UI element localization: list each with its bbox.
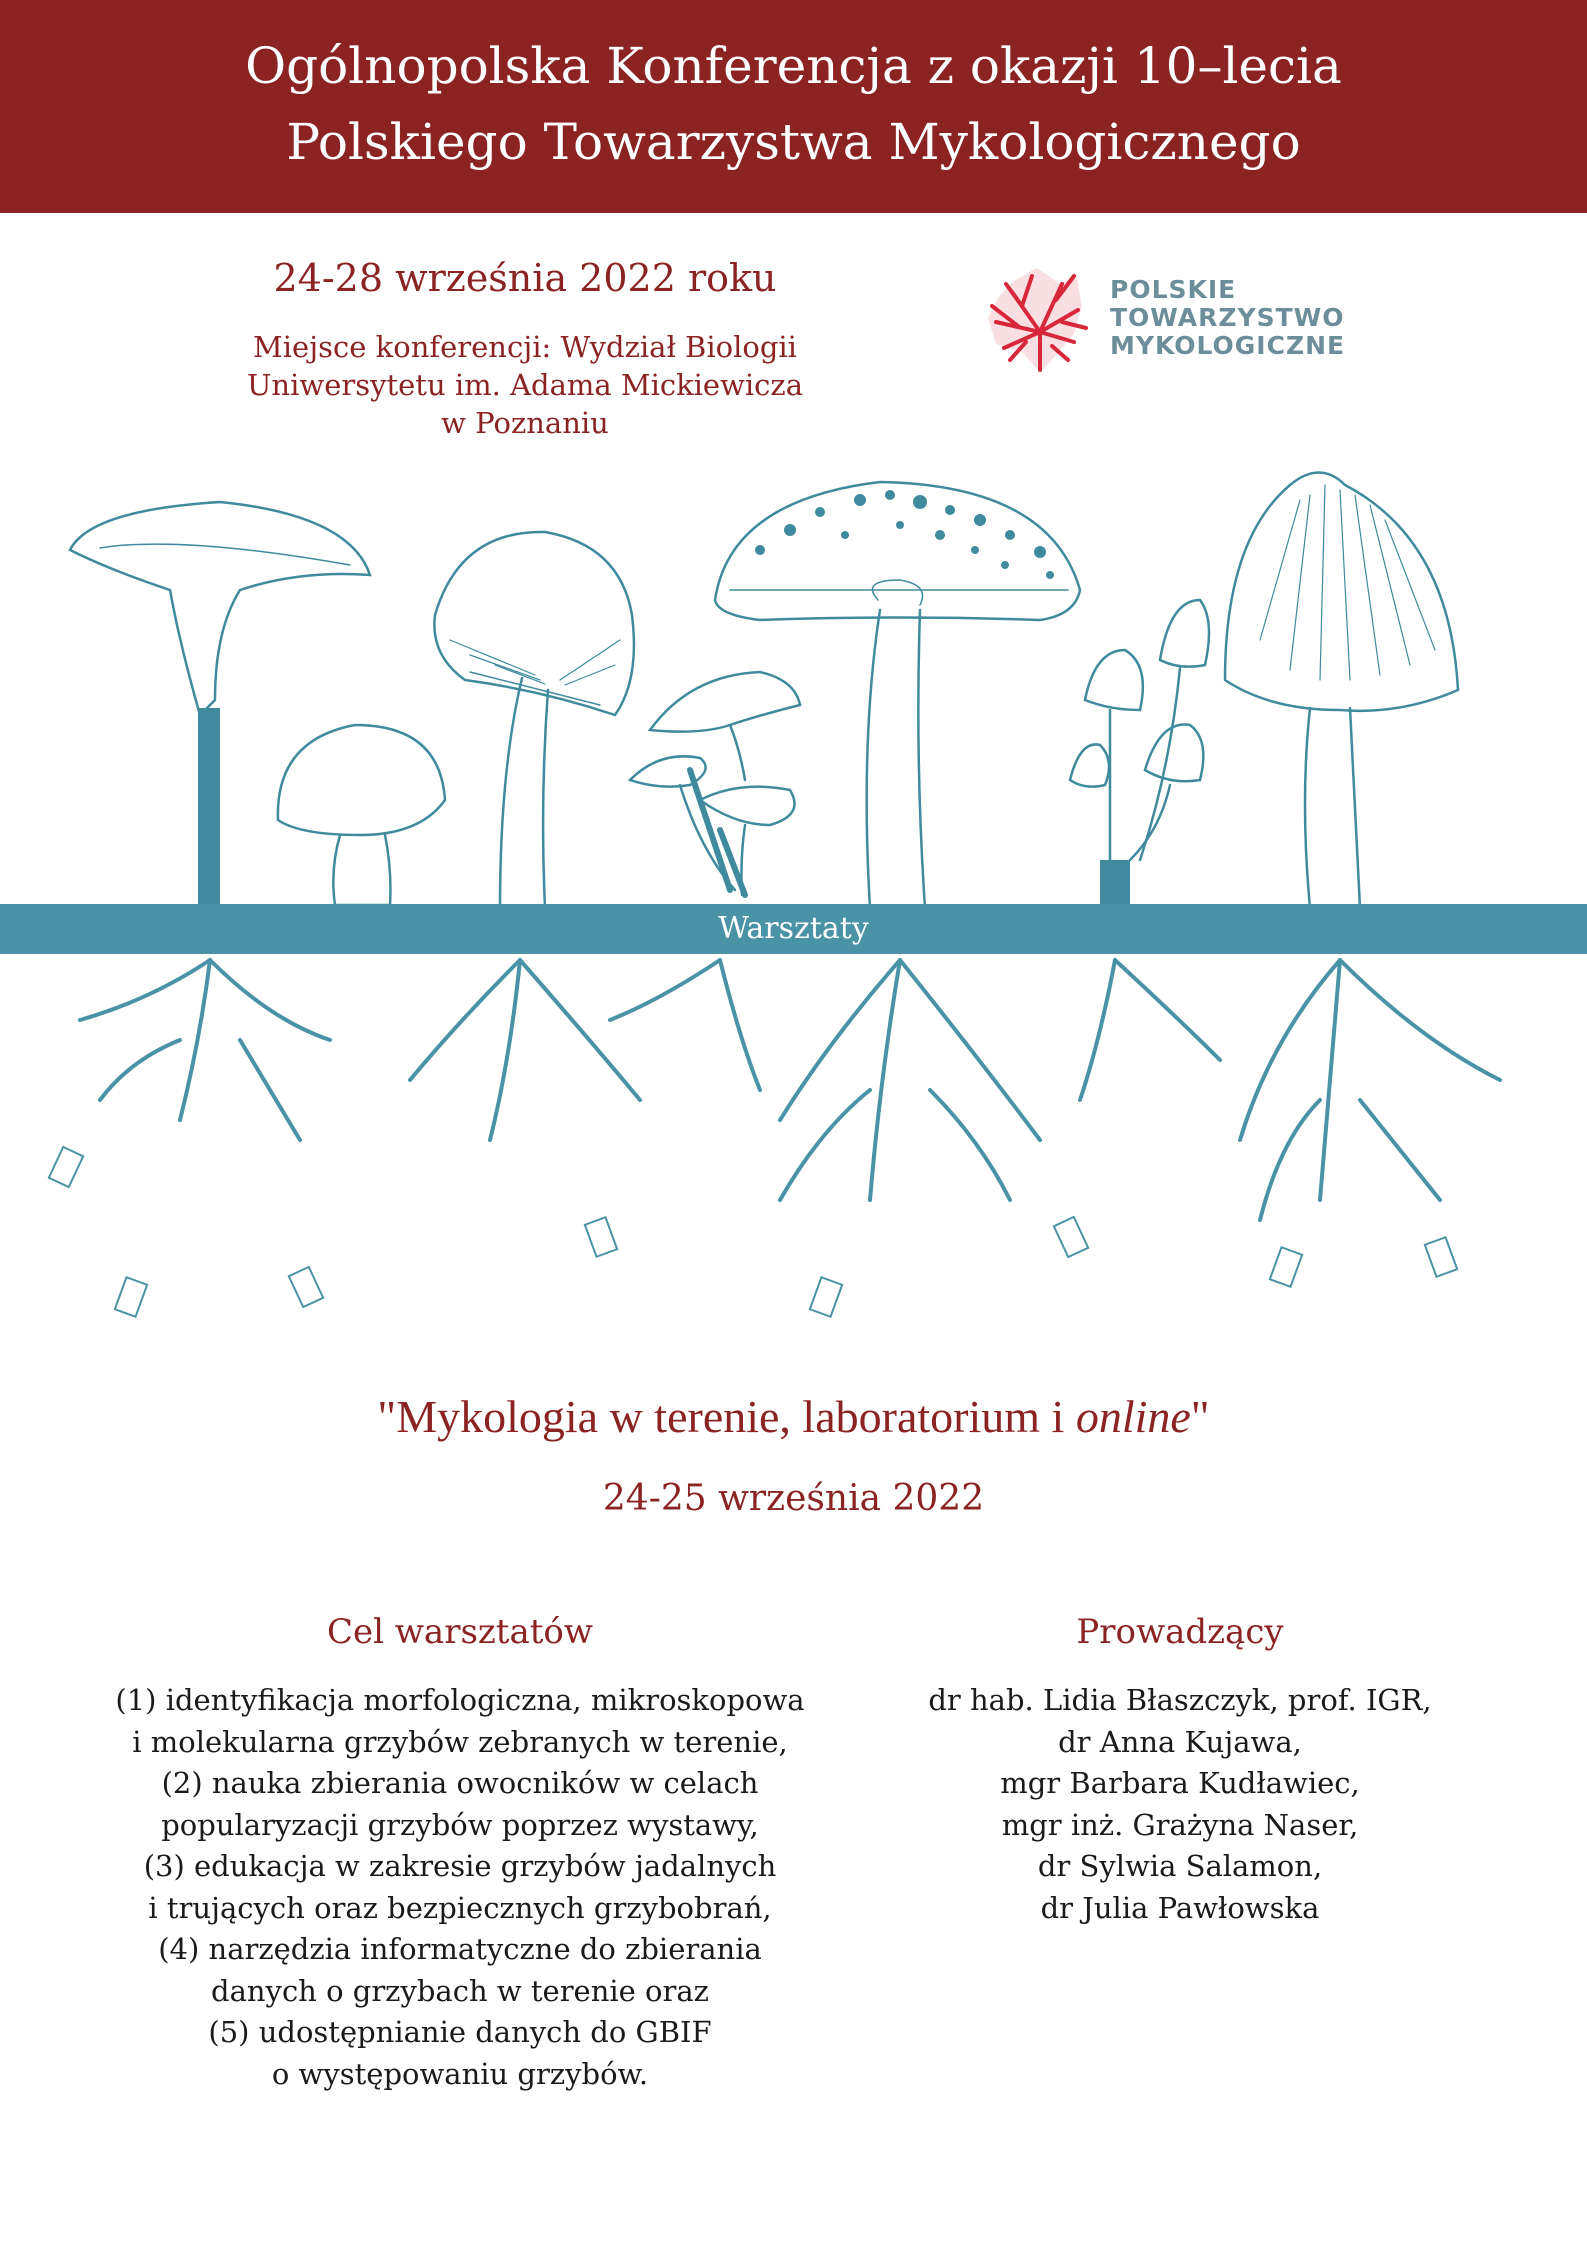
bolete-mushroom-icon	[278, 725, 445, 905]
logo-line: TOWARZYSTWO	[1110, 303, 1345, 332]
logo-line: MYKOLOGICZNE	[1110, 331, 1346, 360]
workshop-title	[0, 1390, 1587, 1443]
title-main: Mykologia w terenie, laboratorium i	[396, 1391, 1076, 1442]
header-band	[0, 0, 1587, 213]
workshop-dates: 24-25 września 2022	[602, 1478, 985, 1519]
usb-plug-icon	[49, 1147, 1457, 1317]
mushroom-cluster-icon	[630, 672, 800, 895]
venue-line: Miejsce konferencji: Wydział Biologii	[253, 330, 797, 364]
goal-line: (4) narzędzia informatyczne do zbierania	[158, 1932, 762, 1966]
leader-line: dr hab. Lidia Błaszczyk, prof. IGR,	[928, 1683, 1432, 1717]
red-mycelium-leaf-icon	[988, 268, 1086, 372]
goals-list	[80, 1680, 840, 2095]
leader-line: mgr inż. Grażyna Naser,	[1001, 1807, 1359, 1842]
title-quote-open: "	[377, 1391, 397, 1442]
mycelium-roots-icon	[80, 960, 1500, 1220]
venue-line: w Poznaniu	[441, 406, 609, 440]
goal-line: (5) udostępnianie danych do GBIF	[208, 2015, 712, 2049]
workshop-band: Warsztaty	[0, 904, 1587, 954]
leader-line: dr Sylwia Salamon,	[1037, 1849, 1323, 1883]
small-mushroom-group-icon	[1070, 600, 1209, 908]
logo-text	[1110, 276, 1345, 360]
leaders-title: Prowadzący	[1076, 1612, 1284, 1652]
title-italic: online	[1075, 1391, 1191, 1442]
goal-line: (2) nauka zbierania owocników w celach	[161, 1766, 759, 1800]
ink-cap-mushroom-icon	[1225, 473, 1458, 909]
goal-line: danych o grzybach w terenie oraz	[211, 1973, 709, 2008]
venue-line: Uniwersytetu im. Adama Mickiewicza	[246, 368, 803, 402]
goal-line: o występowaniu grzybów.	[271, 2056, 649, 2091]
leader-line: dr Anna Kujawa,	[1058, 1724, 1302, 1759]
conference-venue	[150, 328, 900, 442]
amanita-mushroom-icon	[715, 482, 1080, 908]
header-line-2: Polskiego Towarzystwa Mykologicznego	[286, 113, 1301, 171]
leader-line: dr Julia Pawłowska	[1040, 1890, 1320, 1925]
goals-title: Cel warsztatów	[327, 1612, 593, 1652]
goal-line: i molekularna grzybów zebranych w terenie,	[132, 1724, 788, 1759]
header-line-1: Ogólnopolska Konferencja z okazji 10–lecia	[245, 37, 1342, 95]
funnel-mushroom-icon	[70, 502, 370, 908]
conical-mushroom-icon	[434, 532, 634, 908]
leaders-list	[880, 1680, 1480, 1929]
leader-line: mgr Barbara Kudławiec,	[1000, 1766, 1360, 1800]
logo-line: POLSKIE	[1110, 275, 1237, 304]
goal-line: popularyzacji grzybów poprzez wystawy,	[161, 1807, 759, 1842]
mushroom-illustration	[0, 440, 1587, 1340]
goal-line: (1) identyfikacja morfologiczna, mikroskopowa	[115, 1683, 805, 1717]
goal-line: i trujących oraz bezpiecznych grzybobrań,	[148, 1890, 772, 1925]
goal-line: (3) edukacja w zakresie grzybów jadalnych	[143, 1849, 777, 1883]
title-quote-close: "	[1190, 1391, 1210, 1442]
conference-dates: 24-28 września 2022 roku	[273, 256, 777, 300]
